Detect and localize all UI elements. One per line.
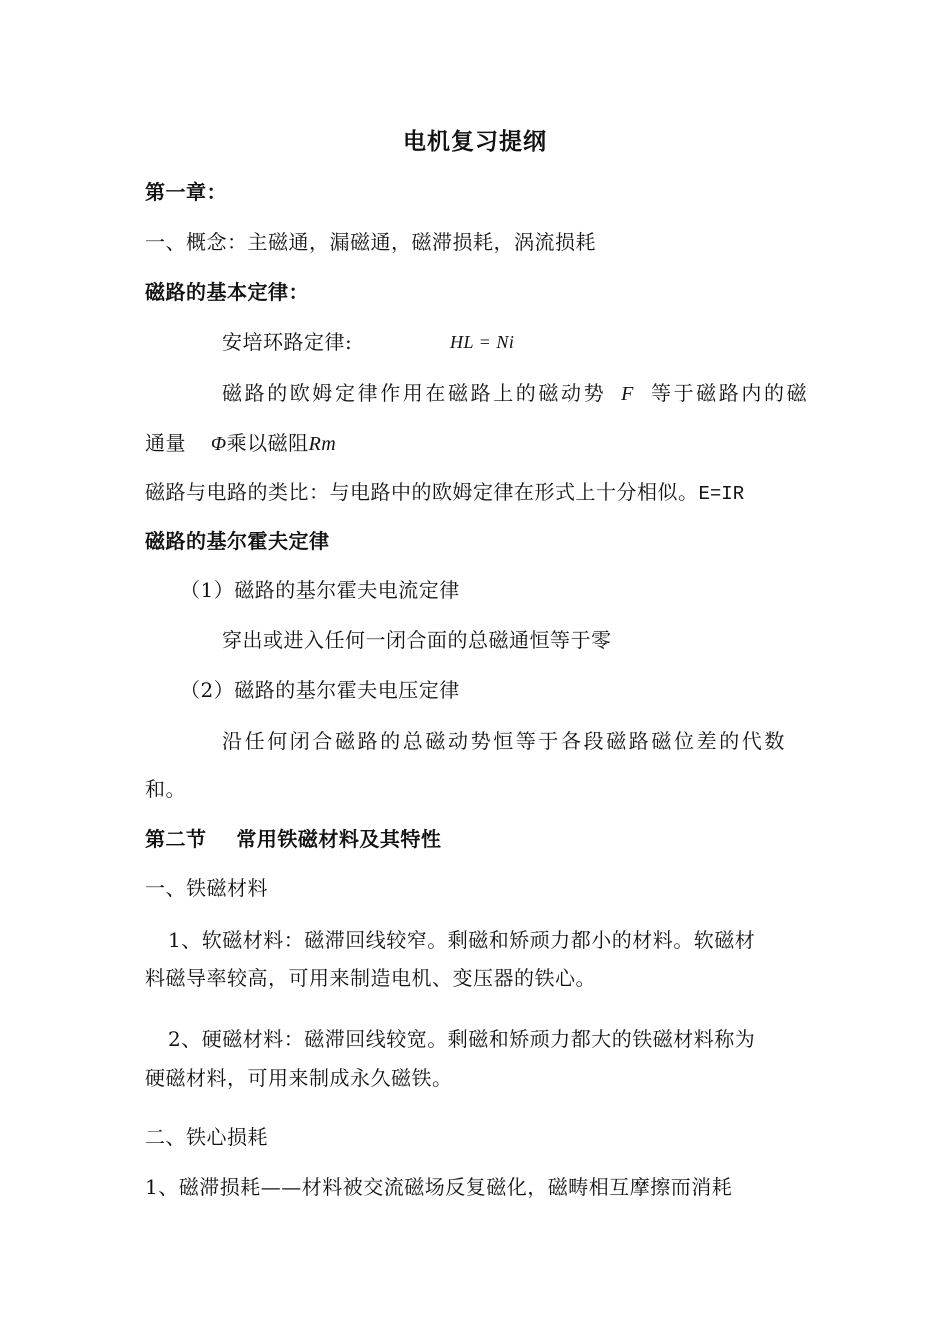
analogy-text: 磁路与电路的类比：与电路中的欧姆定律在形式上十分相似。 [145, 480, 699, 504]
core-loss-heading: 二、铁心损耗 [145, 1125, 268, 1149]
ohm-law-text-a: 磁路的欧姆定律作用在磁路上的磁动势 [222, 381, 607, 405]
ohm-law-line-2 [145, 431, 336, 456]
soft-material-line-2: 料磁导率较高，可用来制造电机、变压器的铁心。 [145, 966, 596, 990]
chapter-heading: 第一章： [145, 180, 227, 204]
section-heading: 第二节 常用铁磁材料及其特性 [145, 827, 442, 851]
ferro-materials-heading: 一、铁磁材料 [145, 876, 268, 900]
ohm-law-text-d: 乘以磁阻 [226, 431, 309, 455]
hysteresis-loss-line: 1、磁滞损耗——材料被交流磁场反复磁化，磁畴相互摩擦而消耗 [145, 1175, 733, 1199]
flux-symbol: Φ [210, 433, 227, 455]
analogy-line [145, 480, 744, 506]
soft-material-line-1: 1、软磁材料：磁滞回线较窄。剩磁和矫顽力都小的材料。软磁材 [168, 928, 756, 952]
kvl-text-line-1: 沿任何闭合磁路的总磁动势恒等于各段磁路磁位差的代数 [222, 729, 787, 753]
kvl-title: （2）磁路的基尔霍夫电压定律 [180, 678, 460, 702]
ohm-law-line-1 [222, 381, 809, 406]
reluctance-symbol: Rm [308, 433, 337, 455]
concepts-line: 一、概念：主磁通，漏磁通，磁滞损耗，涡流损耗 [145, 230, 596, 254]
mmf-symbol: F [621, 383, 636, 405]
kcl-title: （1）磁路的基尔霍夫电流定律 [180, 578, 460, 602]
hard-material-line-2: 硬磁材料，可用来制成永久磁铁。 [145, 1066, 453, 1090]
kcl-text: 穿出或进入任何一闭合面的总磁通恒等于零 [222, 628, 612, 652]
ohm-law-text-b: 等于磁路内的磁 [650, 381, 810, 405]
page-title: 电机复习提纲 [403, 129, 547, 155]
ohm-law-text-c: 通量 [145, 431, 186, 455]
ampere-law-label: 安培环路定律: [222, 330, 353, 354]
basic-laws-heading: 磁路的基本定律： [145, 280, 309, 304]
analogy-formula: E=IR [698, 483, 745, 505]
kvl-text-line-2: 和。 [145, 777, 186, 801]
kirchhoff-heading: 磁路的基尔霍夫定律 [145, 529, 330, 553]
hard-material-line-1: 2、硬磁材料：磁滞回线较宽。剩磁和矫顽力都大的铁磁材料称为 [168, 1027, 756, 1051]
ampere-law-formula: HL = Ni [450, 332, 515, 352]
